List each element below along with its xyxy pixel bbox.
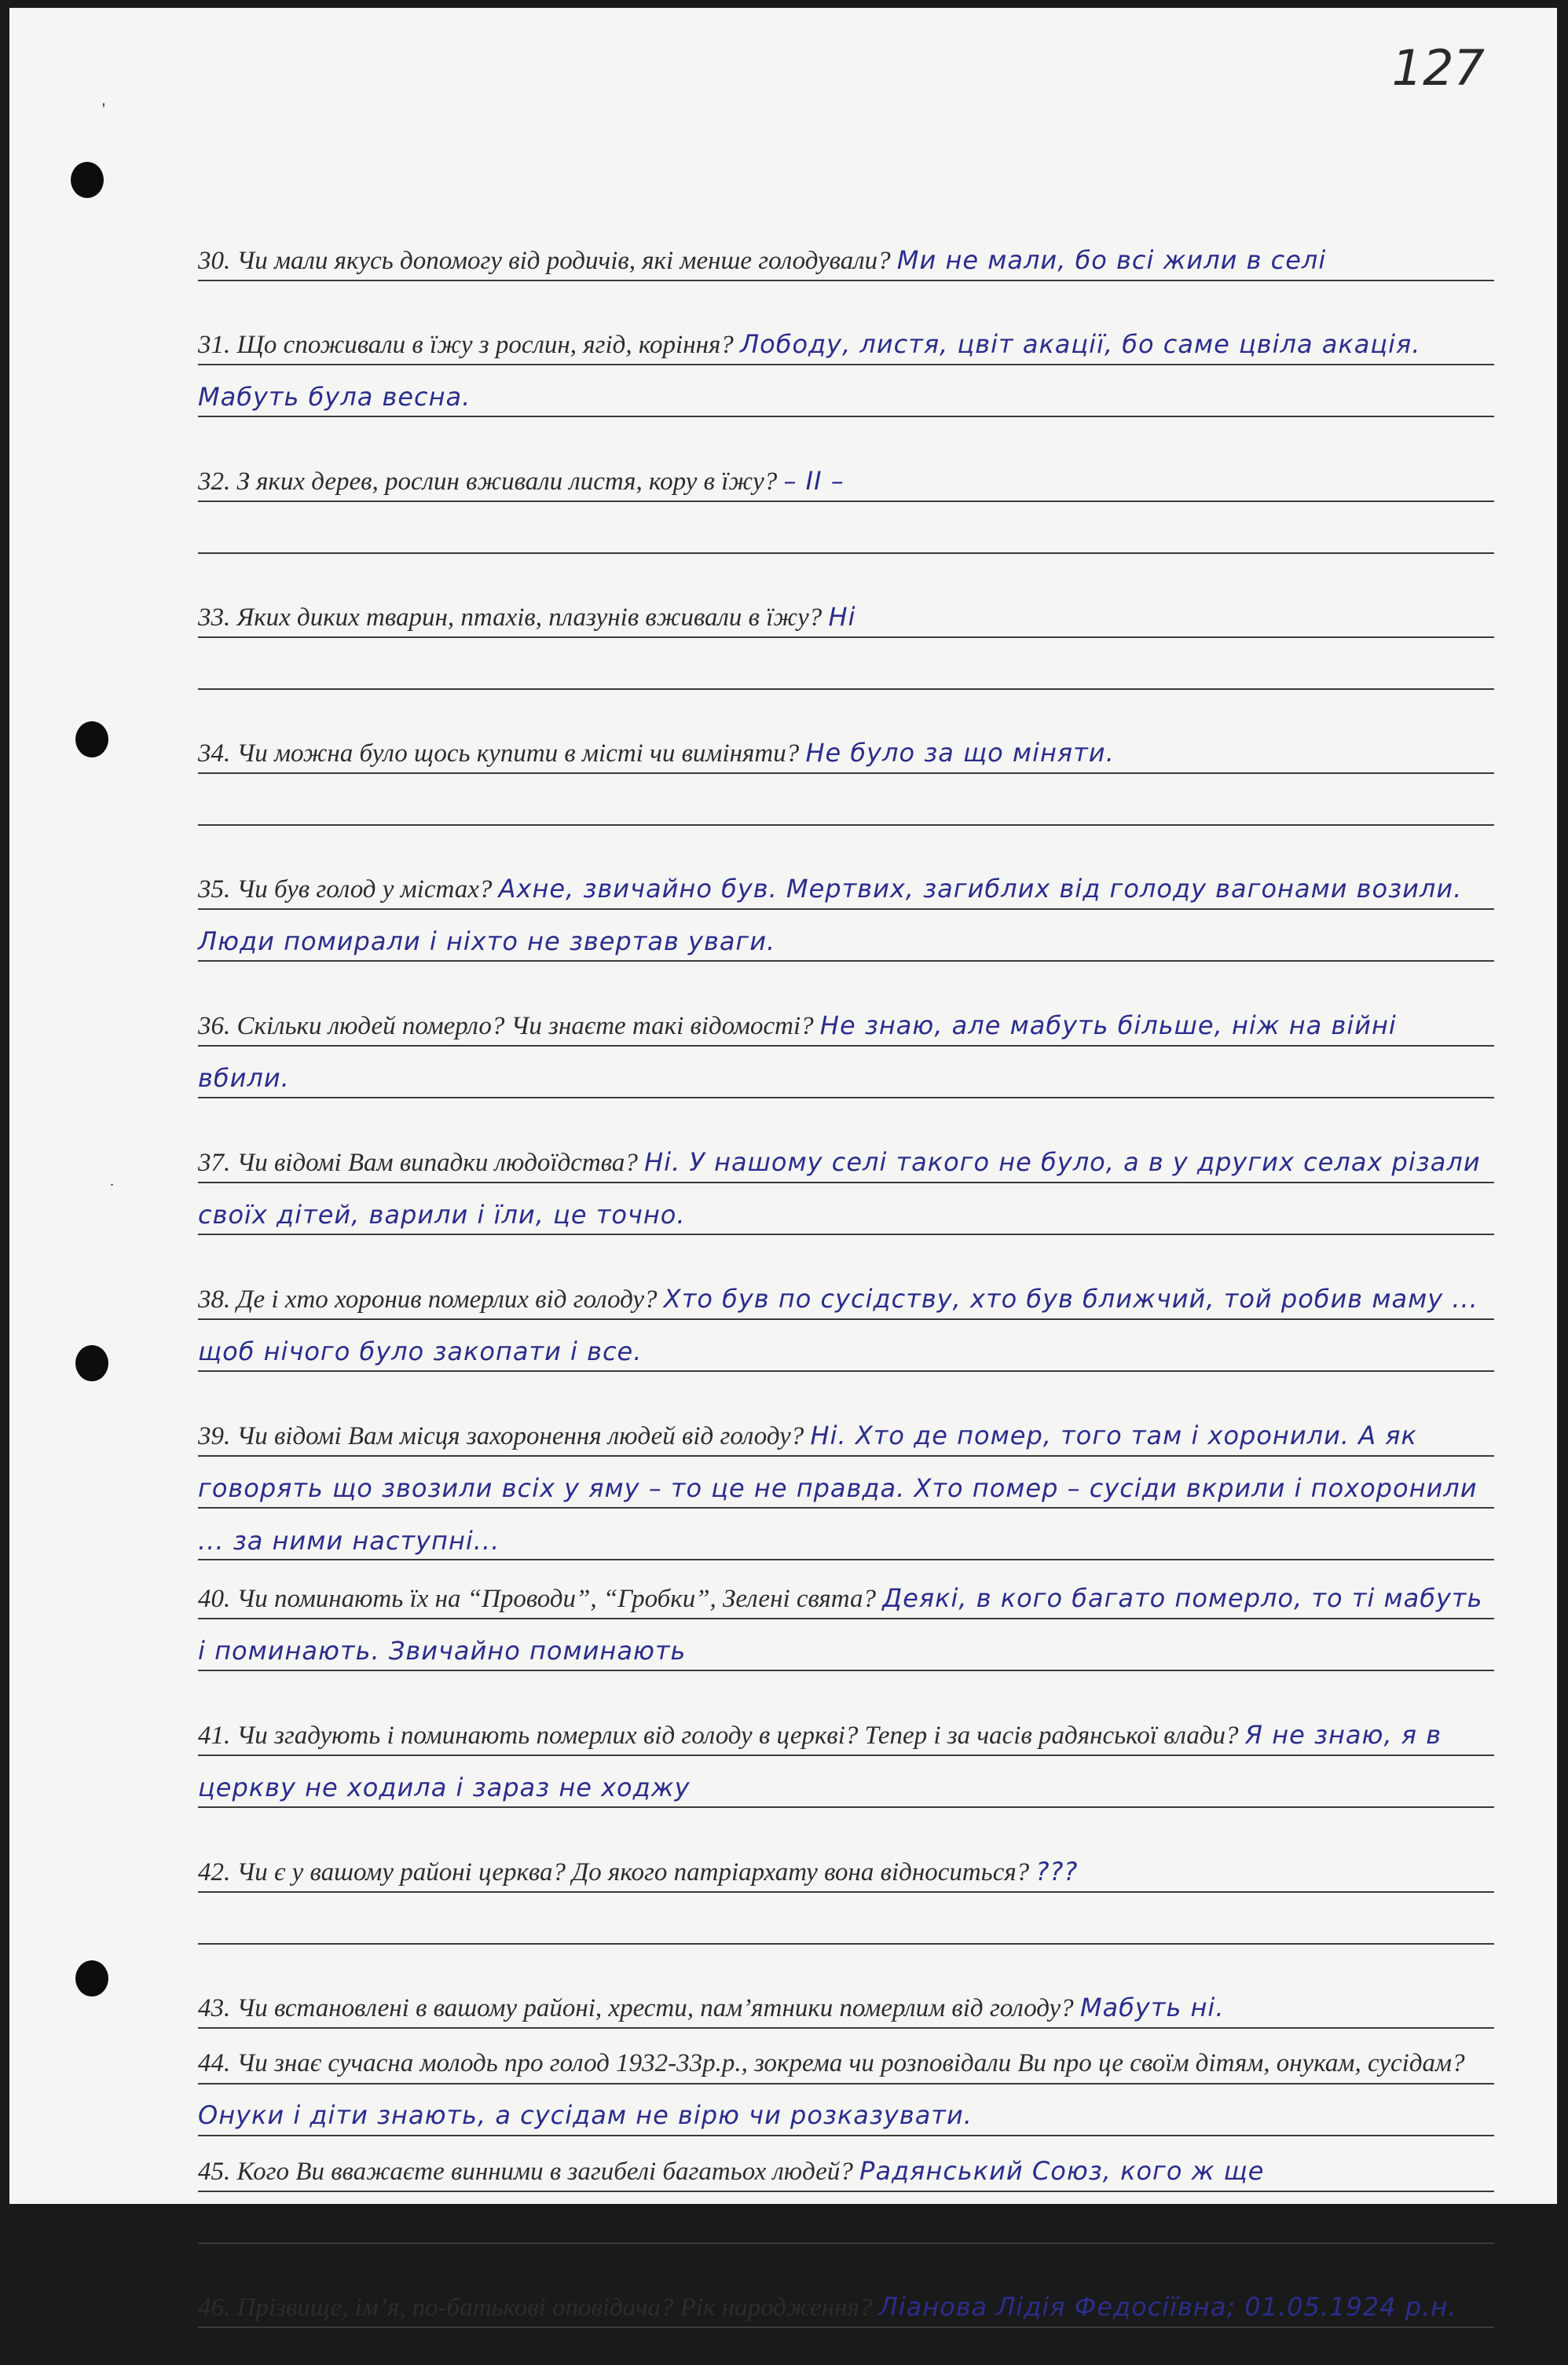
question-46 — [198, 2281, 1494, 2334]
handwritten-answer: Лободу, листя, цвіт акації, бо саме цвіла акація. Мабуть була весна. — [198, 329, 1421, 412]
handwritten-answer: Хто був по сусідству, хто був ближчий, той робив маму ... щоб нічого було закопати і все. — [198, 1284, 1478, 1366]
question-31 — [198, 318, 1494, 424]
handwritten-answer: Ліанова Лідія Федосіївна; 01.05.1924 р.н. — [878, 2292, 1457, 2322]
question-text: 33. Яких диких тварин, птахів, плазунів вживали в їжу? — [198, 603, 822, 632]
handwritten-answer: Не знаю, але мабуть більше, ніж на війні вбили. — [198, 1010, 1397, 1093]
question-text: 30. Чи мали якусь допомогу від родичів, які менше голодували? — [198, 247, 891, 275]
handwritten-answer: Мабуть ні. — [1079, 1993, 1225, 2022]
question-40 — [198, 1572, 1494, 1678]
question-text: 45. Кого Ви вважаєте винними в загибелі багатьох людей? — [198, 2158, 853, 2186]
handwritten-answer: Радянський Союз, кого ж ще — [859, 2156, 1265, 2186]
question-43 — [198, 1982, 1494, 2034]
handwritten-answer: Деякі, в кого багато померло, то ті мабуть і поминають. Звичайно поминають — [198, 1583, 1483, 1666]
handwritten-answer: Ні. У нашому селі такого не було, а в у других селах різали своїх дітей, варили і їли, це точно. — [198, 1147, 1481, 1230]
questionnaire — [198, 234, 1494, 2365]
question-45 — [198, 2145, 1494, 2250]
question-38 — [198, 1273, 1494, 1378]
question-32 — [198, 455, 1494, 559]
punch-hole — [71, 162, 104, 198]
question-39 — [198, 1410, 1494, 1568]
question-text: 40. Чи поминають їх на “Проводи”, “Гробки”, Зелені свята? — [198, 1585, 876, 1613]
margin-mark: . — [110, 1172, 114, 1190]
question-34 — [198, 727, 1494, 831]
question-44 — [198, 2037, 1494, 2142]
handwritten-answer: Ні — [828, 602, 856, 632]
handwritten-answer: Ми не мали, бо всі жили в селі — [896, 245, 1327, 275]
punch-hole — [75, 1345, 108, 1381]
question-41 — [198, 1709, 1494, 1814]
page-number: 127 — [1391, 39, 1485, 97]
question-text: 35. Чи був голод у містах? — [198, 875, 493, 904]
question-text: 42. Чи є у вашому районі церква? До якого патріархату вона відноситься? — [198, 1858, 1030, 1886]
handwritten-answer: Я не знаю, я в церкву не ходила і зараз не ходжу — [198, 1720, 1442, 1802]
question-30 — [198, 234, 1494, 287]
question-text: 37. Чи відомі Вам випадки людоїдства? — [198, 1149, 638, 1177]
question-text: 43. Чи встановлені в вашому районі, хрести, пам’ятники померлим від голоду? — [198, 1994, 1074, 2022]
punch-hole — [75, 721, 108, 757]
question-text: 44. Чи знає сучасна молодь про голод 1932-33р.р., зокрема чи розповідали Ви про це своїм дітям, онукам, сусідам? — [198, 2049, 1465, 2077]
question-text: 38. Де і хто хоронив померлих від голоду? — [198, 1285, 658, 1314]
handwritten-answer: Не було за що міняти. — [805, 738, 1115, 768]
question-text: 39. Чи відомі Вам місця захоронення людей від голоду? — [198, 1422, 804, 1450]
question-33 — [198, 591, 1494, 695]
question-text: 41. Чи згадують і поминають померлих від голоду в церкві? Тепер і за часів радянської влади? — [198, 1722, 1239, 1750]
question-text: 31. Що споживали в їжу з рослин, ягід, коріння? — [198, 331, 734, 359]
question-text: 46. Прізвище, ім’я, по-батькові оповідача? Рік народження? — [198, 2294, 873, 2322]
question-35 — [198, 863, 1494, 968]
handwritten-answer: Ні. Хто де помер, того там і хоронили. А як говорять що звозили всіх у яму – то це не правда. Хто помер – сусіди вкрили і похоронили ... за ними наступні... — [198, 1421, 1478, 1556]
handwritten-answer: Ахне, звичайно був. Мертвих, загиблих від голоду вагонами возили. Люди помирали і ніхто не звертав уваги. — [198, 874, 1463, 956]
punch-hole — [75, 1960, 108, 1996]
handwritten-answer: – II – — [783, 466, 844, 496]
handwritten-answer: ??? — [1035, 1857, 1079, 1886]
question-42 — [198, 1846, 1494, 1950]
question-text: 34. Чи можна було щось купити в місті чи виміняти? — [198, 739, 800, 768]
question-text: 32. З яких дерев, рослин вживали листя, кору в їжу? — [198, 468, 778, 496]
question-text: 36. Скільки людей померло? Чи знаєте такі відомості? — [198, 1012, 814, 1040]
handwritten-answer: Онуки і діти знають, а сусідам не вірю чи розказувати. — [198, 2100, 973, 2130]
margin-mark: ' — [102, 99, 105, 119]
paper-sheet — [9, 8, 1557, 2322]
question-37 — [198, 1136, 1494, 1241]
question-36 — [198, 999, 1494, 1105]
